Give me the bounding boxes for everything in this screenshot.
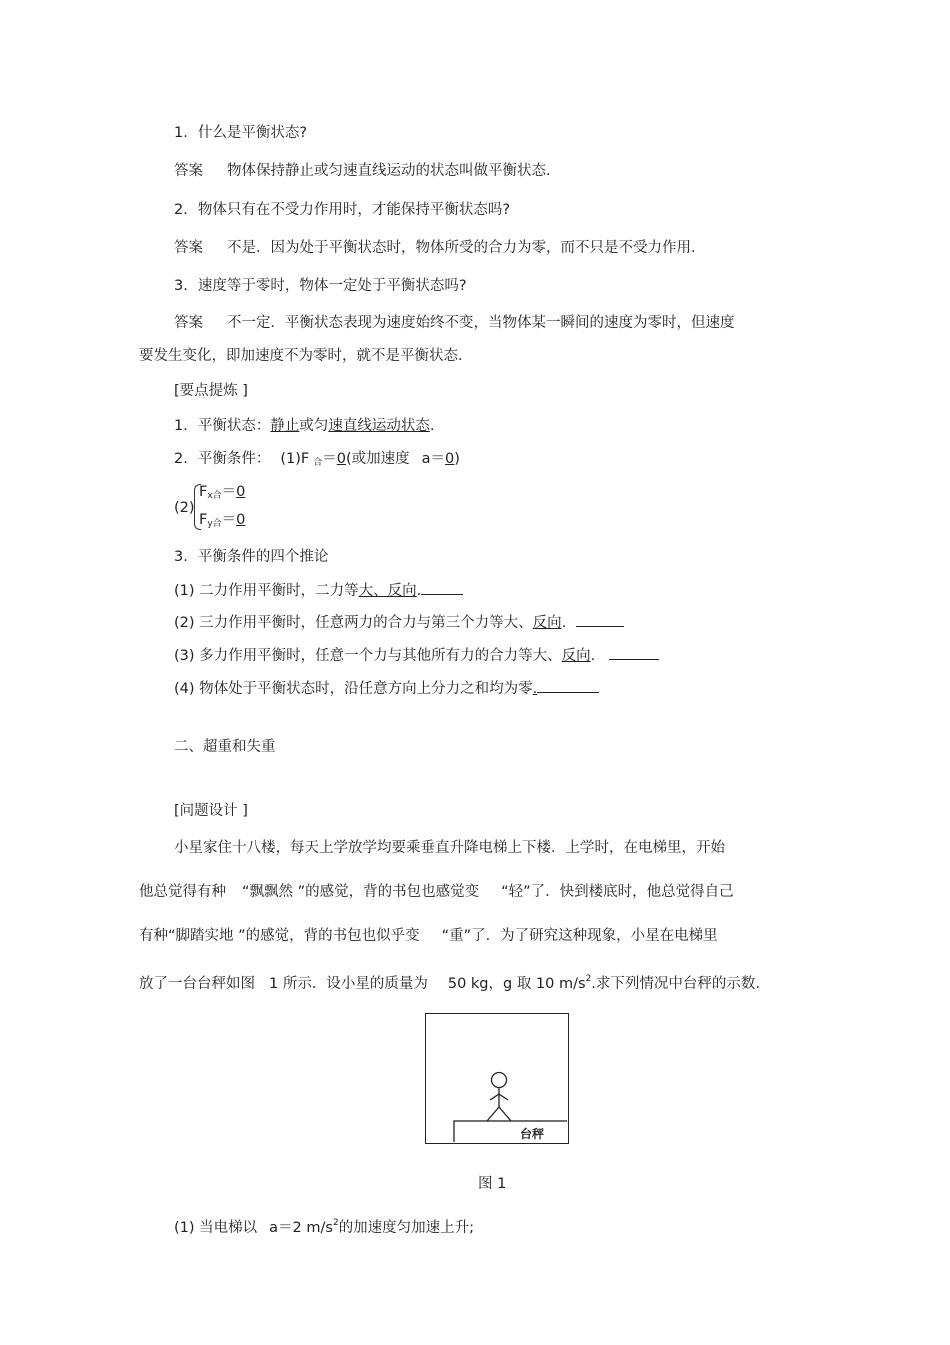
person-right-leg — [499, 1107, 511, 1121]
person-left-arm — [490, 1094, 499, 1100]
section-2-title: 二、超重和失重 — [174, 739, 276, 755]
problem-para-line-3: 有种“脚踏实地 ”的感觉，背的书包也似乎变 “重”了．为了研究这种现象，小星在电梯里 — [139, 928, 718, 944]
answer-blank — [576, 612, 624, 627]
answer-3-line-1: 答案 不一定．平衡状态表现为速度始终不变，当物体某一瞬间的速度为零时，但速度 — [174, 315, 735, 331]
question-2: 2. 物体只有在不受力作用时，才能保持平衡状态吗? — [174, 202, 511, 218]
condition-2-label: (2) — [174, 500, 195, 516]
answer-blank — [537, 678, 599, 693]
answer-1: 答案 物体保持静止或匀速直线运动的状态叫做平衡状态. — [174, 163, 551, 179]
key-points-header: [要点提炼 ] — [174, 383, 248, 399]
problem-para-line-1: 小星家住十八楼，每天上学放学均要乘垂直升降电梯上下楼．上学时，在电梯里，开始 — [174, 840, 725, 856]
corollary-4: (4) 物体处于平衡状态时，沿任意方向上分力之和均为零. — [174, 678, 599, 699]
scale-box — [454, 1121, 567, 1142]
question-1: 1. 什么是平衡状态? — [174, 125, 308, 141]
problem-header: [问题设计 ] — [174, 803, 248, 819]
answer-blank — [609, 645, 659, 660]
answer-3-line-2: 要发生变化，即加速度不为零时，就不是平衡状态. — [139, 348, 463, 364]
question-3: 3. 速度等于零时，物体一定处于平衡状态吗? — [174, 278, 467, 294]
answer-blank — [421, 580, 463, 595]
key-point-1: 1. 平衡状态：静止或匀速直线运动状态. — [174, 418, 435, 434]
key-point-3: 3. 平衡条件的四个推论 — [174, 549, 329, 565]
corollary-1: (1) 二力作用平衡时，二力等大、反向. — [174, 580, 463, 601]
corollary-2: (2) 三力作用平衡时，任意两力的合力与第三个力等大、反向. — [174, 612, 624, 633]
elevator-diagram — [426, 1014, 567, 1142]
fx-equation: $F_{x合}=0$ — [199, 484, 246, 501]
sub-question-1: (1) 当电梯以 a＝2 $m/s^2$的加速度匀加速上升; — [174, 1218, 475, 1236]
figure-caption: 图 1 — [478, 1176, 507, 1192]
answer-2: 答案 不是．因为处于平衡状态时，物体所受的合力为零，而不只是不受力作用. — [174, 240, 696, 256]
key-point-2: 2. 平衡条件： (1)F $_合$＝0(或加速度 a＝0) — [174, 451, 460, 468]
person-right-arm — [499, 1094, 508, 1100]
fy-equation: $F_{y合}=0$ — [199, 512, 246, 529]
person-left-leg — [487, 1107, 499, 1121]
equilibrium-condition-system — [174, 480, 314, 536]
corollary-3: (3) 多力作用平衡时，任意一个力与其他所有力的合力等大、反向. — [174, 645, 659, 666]
elevator-figure — [425, 1013, 569, 1144]
problem-para-line-4: 放了一台台秤如图 1 所示．设小星的质量为 50 kg，g 取 10 $m/s^2$.求下列情况中台秤的示数. — [139, 974, 761, 992]
problem-para-line-2: 他总觉得有种 “飘飘然 ”的感觉，背的书包也感觉变 “轻”了．快到楼底时，他总觉得自己 — [139, 884, 734, 900]
person-head — [492, 1073, 507, 1088]
scale-label: 台秤 — [520, 1127, 545, 1141]
